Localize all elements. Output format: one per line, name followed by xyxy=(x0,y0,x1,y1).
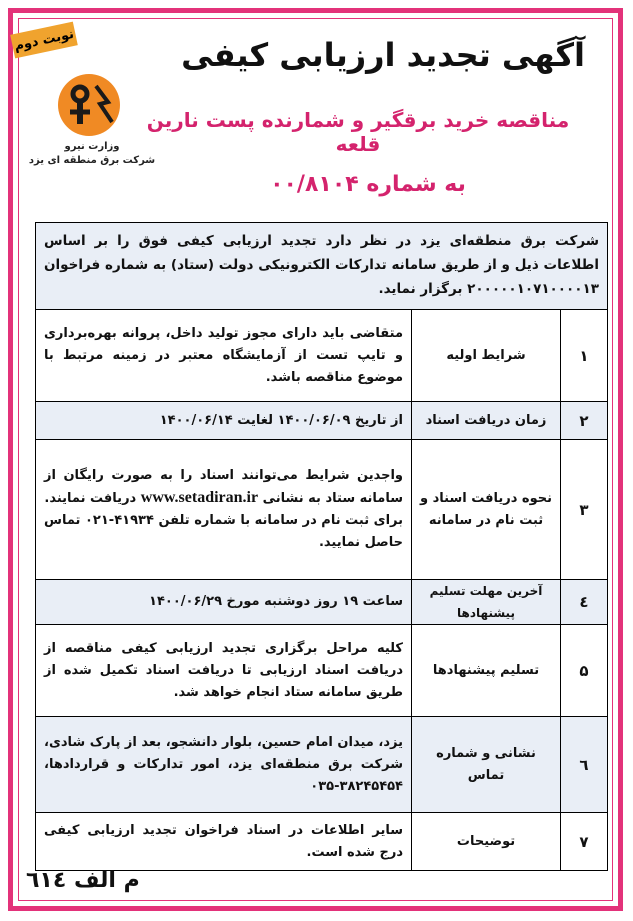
row-label: شرایط اولیه xyxy=(412,310,561,402)
row-number: ٤ xyxy=(561,580,608,625)
power-company-logo-icon xyxy=(56,72,122,138)
row-number: ۲ xyxy=(561,402,608,440)
table-row xyxy=(36,813,608,871)
table-row xyxy=(36,310,608,402)
row-value: کلیه مراحل برگزاری تجدید ارزیابی کیفی مناقصه از دریافت اسناد ارزیابی تا دریافت اسناد تکمیل شده از طریق سامانه ستاد انجام خواهد شد. xyxy=(36,625,412,717)
row-label: نشانی و شماره تماس xyxy=(412,717,561,813)
table-row xyxy=(36,625,608,717)
row-number: ٦ xyxy=(561,717,608,813)
ad-code: م الف ٦١٤ xyxy=(26,868,140,893)
tender-number: به شماره ۰۰/۸۱۰۴ xyxy=(270,172,466,197)
row-number: ۳ xyxy=(561,440,608,580)
row-value-text: دریافت نمایند. xyxy=(44,491,137,506)
company-name: شرکت برق منطقه ای یزد xyxy=(28,155,156,166)
page-title: آگهی تجدید ارزیابی کیفی xyxy=(181,36,585,74)
row-value: از تاریخ ۱۴۰۰/۰۶/۰۹ لغایت ۱۴۰۰/۰۶/۱۴ xyxy=(36,402,412,440)
row-value xyxy=(36,440,412,580)
table-row xyxy=(36,402,608,440)
details-table xyxy=(35,309,608,871)
row-value-text: برای ثبت نام در سامانه با شماره تلفن ۴۱۹۳۴-۰۲۱ تماس حاصل نمایید. xyxy=(44,513,403,550)
table-row xyxy=(36,580,608,625)
ministry-name: وزارت نیرو xyxy=(64,141,120,152)
row-label: توضیحات xyxy=(412,813,561,871)
row-label: نحوه دریافت اسناد و ثبت نام در سامانه xyxy=(412,440,561,580)
row-value: متقاضی باید دارای مجوز تولید داخل، پروانه بهره‌برداری و تایپ تست از آزمایشگاه معتبر در زمینه مرتبط با موضوع مناقصه باشد. xyxy=(36,310,412,402)
table-row xyxy=(36,717,608,813)
table-row xyxy=(36,440,608,580)
row-value: ساعت ۱۹ روز دوشنبه مورخ ۱۴۰۰/۰۶/۲۹ xyxy=(36,580,412,625)
row-label: تسلیم پیشنهادها xyxy=(412,625,561,717)
round-badge: نوبت دوم xyxy=(10,22,78,59)
row-value: سایر اطلاعات در اسناد فراخوان تجدید ارزیابی کیفی درج شده است. xyxy=(36,813,412,871)
row-number: ۷ xyxy=(561,813,608,871)
row-number: ۱ xyxy=(561,310,608,402)
row-value-text: واجدین شرایط می‌توانند اسناد را به صورت رایگان از سامانه ستاد به نشانی xyxy=(44,468,403,506)
tender-subtitle: مناقصه خرید برقگیر و شمارنده پست نارین قلعه xyxy=(146,108,570,156)
row-label: زمان دریافت اسناد xyxy=(412,402,561,440)
setad-link[interactable]: www.setadiran.ir xyxy=(140,489,259,506)
intro-paragraph: شرکت برق منطقه‌ای یزد در نظر دارد تجدید ارزیابی کیفی فوق را بر اساس اطلاعات ذیل و از طریق سامانه تدارکات الکترونیکی دولت (ستاد) به شماره فراخوان ۲۰۰۰۰۰۱۰۷۱۰۰۰۰۱۳ برگزار نماید. xyxy=(35,222,608,310)
row-value: یزد، میدان امام حسین، بلوار دانشجو، بعد از پارک شادی، شرکت برق منطقه‌ای یزد، امور تدارکات و قراردادها، ۳۸۲۴۵۴۵۴-۰۳۵ xyxy=(36,717,412,813)
row-label: آخرین مهلت تسلیم پیشنهادها xyxy=(412,580,561,625)
row-number: ۵ xyxy=(561,625,608,717)
